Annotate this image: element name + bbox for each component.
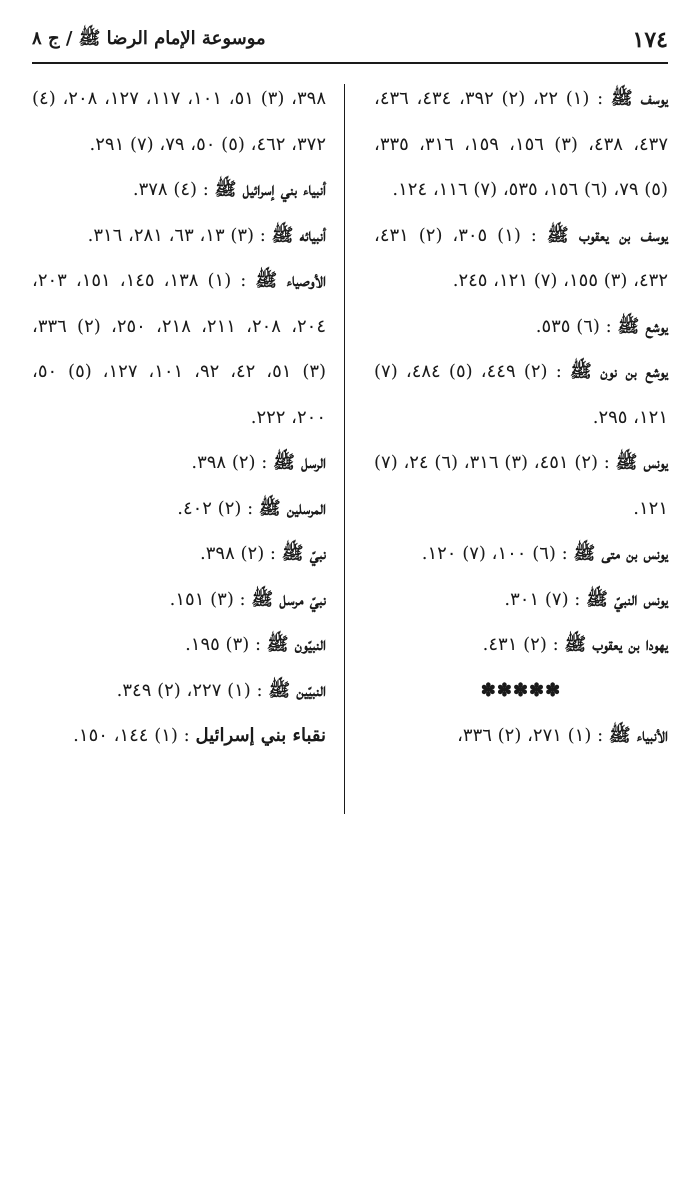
entry-name: الأوصياء ﷺ: [255, 270, 327, 291]
index-entry: [374, 622, 668, 668]
index-entry: [32, 577, 326, 623]
entry-references: : (٧) ٣٠١.: [504, 588, 581, 610]
entry-references: : (٣) ١٩٥.: [185, 634, 262, 655]
index-column-right: [374, 76, 668, 759]
entry-references: : (٢) ٣٩٨.: [200, 543, 276, 564]
header-rule: [32, 62, 668, 64]
entry-name: يوشع بن نون ﷺ: [569, 361, 668, 382]
index-entry: [32, 440, 326, 486]
entry-references: : (٦) ١٠٠، (٧) ١٢٠.: [421, 543, 568, 564]
index-entry: [32, 668, 326, 714]
separator-stars: ✽✽✽✽✽: [480, 679, 562, 701]
entry-name: نقباء بني إسرائيل: [195, 725, 326, 746]
index-entry: [374, 440, 668, 531]
entry-references: : (١) ٣٠٥، (٢) ٤٣١، ٤٣٢، (٣) ١٥٥، (٧) ١٢١، ٢٤٥.: [374, 224, 668, 291]
entry-references: : (١) ٢٢٧، (٢) ٣٤٩.: [116, 679, 263, 701]
entry-references: : (٢) ٣٩٨.: [191, 452, 268, 473]
entry-name: يونس بن متى ﷺ: [573, 543, 668, 564]
entry-name: النبيّين ﷺ: [268, 679, 326, 701]
entry-references: : (٣) ١٥١.: [169, 588, 246, 610]
entry-name: نبيّ مرسل ﷺ: [251, 588, 326, 610]
index-column-left: [32, 76, 326, 759]
entry-references: : (٣) ١٣، ٦٣، ٢٨١، ٣١٦.: [87, 224, 266, 246]
entry-name: يهودا بن يعقوب ﷺ: [564, 634, 668, 655]
entry-references: : (٦) ٥٣٥.: [535, 315, 612, 337]
index-entry: [32, 258, 326, 440]
index-entry: [32, 167, 326, 213]
index-entry: [374, 531, 668, 577]
entry-references: : (٢) ٤٠٢.: [177, 497, 254, 519]
page-header: [32, 24, 668, 56]
entry-name: يوسف ﷺ: [610, 88, 669, 109]
entry-references: : (١) ١٣٨، ١٤٥، ١٥١، ٢٠٣، ٢٠٤، ٢٠٨، ٢١١، ٢١٨، ٢٥٠، (٢) ٣٣٦، (٣) ٥١، ٤٢، ٩٢، ١٠١، ١٢٧، (٥) ٥٠، ٢٠٠، ٢٢٢.: [32, 270, 327, 428]
entry-name: الأنبياء ﷺ: [608, 725, 668, 746]
entry-references: ٣٩٨، (٣) ٥١، ١٠١، ١١٧، ١٢٧، ٢٠٨، (٤) ٣٧٢، ٤٦٢، (٥) ٥٠، ٧٩، (٧) ٢٩١.: [32, 88, 327, 155]
entry-name: يونس النبيّ ﷺ: [586, 588, 668, 610]
entry-name: النبيّون ﷺ: [266, 634, 326, 655]
index-entry: [374, 76, 668, 213]
index-entry: [32, 486, 326, 532]
index-entry: [374, 349, 668, 440]
section-separator: [374, 668, 668, 714]
entry-name: يوشع ﷺ: [617, 315, 668, 337]
index-entry: [32, 213, 326, 259]
entry-name: نبيّ ﷺ: [281, 543, 326, 564]
index-entry: [374, 577, 668, 623]
entry-references: : (١) ١٤٤، ١٥٠.: [73, 725, 190, 746]
entry-name: يوسف بن يعقوب ﷺ: [546, 224, 668, 246]
entry-references: : (٤) ٣٧٨.: [132, 179, 209, 200]
index-entry: [374, 213, 668, 304]
index-entry: [32, 76, 326, 167]
entry-references: : (٢) ٤٤٩، (٥) ٤٨٤، (٧) ١٢١، ٢٩٥.: [374, 361, 668, 428]
entry-references: : (٢) ٤٥١، (٣) ٣١٦، (٦) ٢٤، (٧) ١٢١.: [374, 452, 668, 519]
index-entry: [32, 622, 326, 668]
entry-references: : (٢) ٤٣١.: [482, 634, 559, 655]
index-entry: [32, 713, 326, 759]
page-number: ١٧٤: [632, 27, 668, 53]
column-divider: [344, 84, 345, 814]
entry-references: : (١) ٢٢، (٢) ٣٩٢، ٤٣٤، ٤٣٦، ٤٣٧، ٤٣٨، (٣) ١٥٦، ١٥٩، ٣١٦، ٣٣٥، (٥) ٧٩، (٦) ١٥٦، ٥٣٥، (٧) ١١٦، ١٢٤.: [374, 88, 669, 200]
entry-name: يونس ﷺ: [615, 452, 668, 473]
running-title: موسوعة الإمام الرضا ﷺ / ج ٨: [32, 28, 266, 49]
index-entry: [374, 713, 668, 759]
entry-name: المرسلين ﷺ: [258, 497, 326, 519]
index-entry: [374, 304, 668, 350]
entry-name: الرسل ﷺ: [273, 452, 326, 473]
entry-references: : (١) ٢٧١، (٢) ٣٣٦،: [457, 725, 604, 746]
entry-name: أنبيائه ﷺ: [271, 224, 326, 246]
entry-name: أنبياء بني إسرائيل ﷺ: [214, 179, 326, 200]
index-entry: [32, 531, 326, 577]
